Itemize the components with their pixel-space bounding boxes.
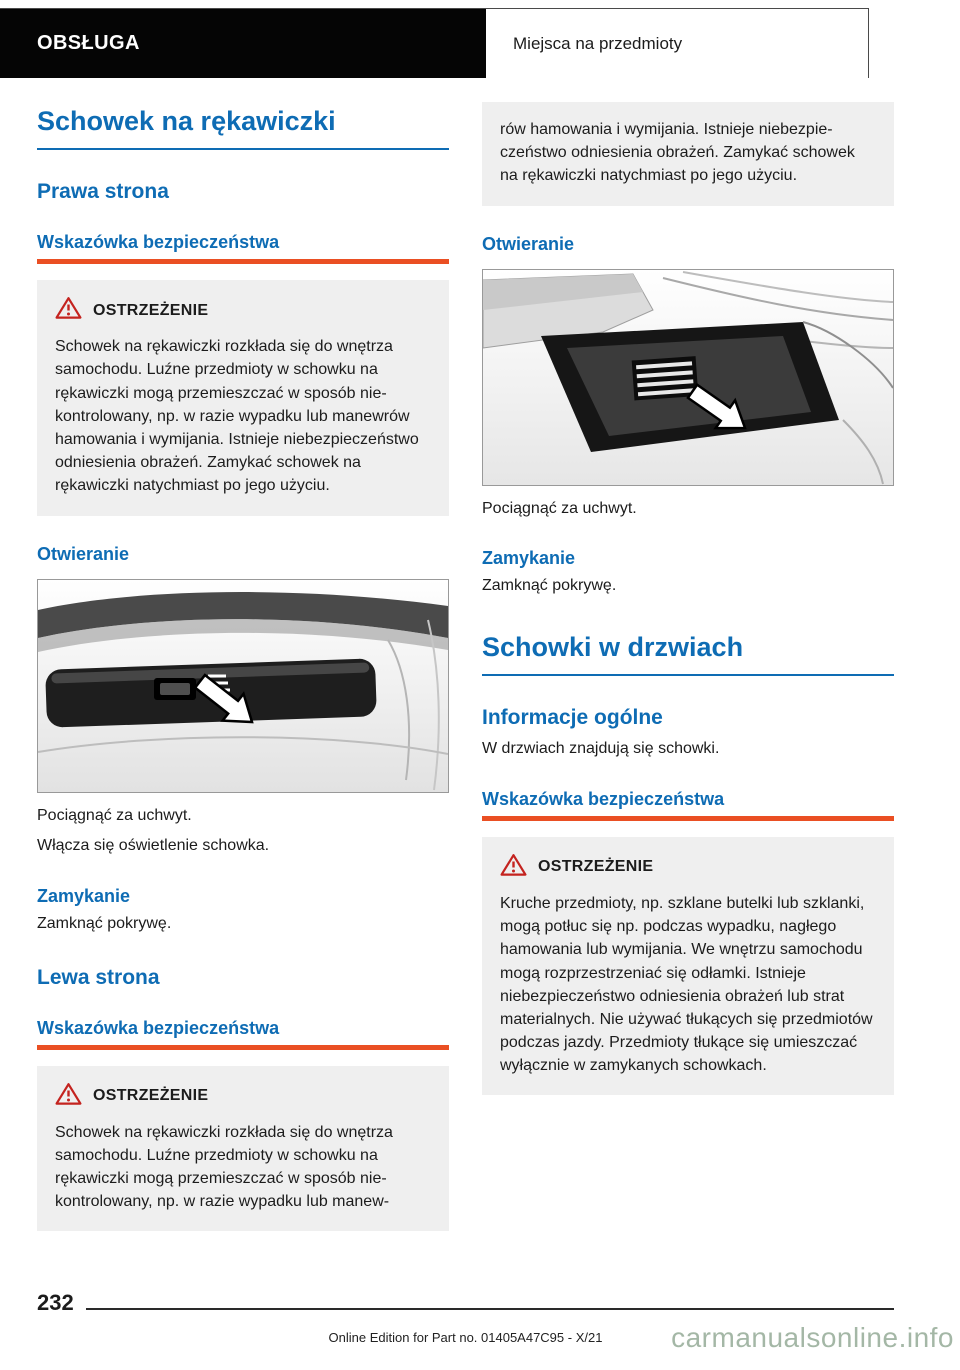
watermark: carmanualsonline.info	[671, 1322, 954, 1353]
heading-left-side: Lewa strona	[37, 965, 160, 989]
chapter-tab	[0, 9, 486, 78]
heading-opening-2: Otwieranie	[482, 233, 575, 254]
warning-title: OSTRZEŻENIE	[538, 858, 654, 876]
section-title: Miejsca na przedmioty	[513, 33, 683, 53]
figure-caption-pull-handle: Pociągnąć za uchwyt.	[37, 806, 192, 824]
closing-text-2: Zamknąć pokrywę.	[482, 577, 617, 595]
safety-rule-3	[482, 816, 894, 821]
warning-header	[500, 853, 876, 882]
page-header	[0, 8, 869, 78]
warning-triangle-icon	[55, 296, 82, 325]
warning-title: OSTRZEŻENIE	[93, 1087, 209, 1105]
heading-safety-note-2: Wskazówka bezpieczeństwa	[37, 1017, 280, 1038]
heading-safety-note-1: Wskazówka bezpieczeństwa	[37, 232, 280, 253]
general-info-text: W drzwiach znajdują się schowki.	[482, 740, 720, 758]
heading-closing-2: Zamykanie	[482, 548, 576, 569]
warning-body-truncated: Schowek na rękawiczki rozkłada się do wnętrza samochodu. Luźne przedmioty w schowku na rękawiczki mogą przemieszczać w sposób niekontrolowany, np. w razie wypadku lub manew-	[55, 1123, 393, 1211]
heading-closing-1: Zamykanie	[37, 885, 131, 906]
warning-header	[55, 296, 431, 325]
right-column	[482, 102, 894, 1239]
warning-triangle-icon	[55, 1082, 82, 1111]
warning-title: OSTRZEŻENIE	[93, 301, 209, 319]
glovebox-open-illustration	[483, 270, 893, 485]
glovebox-lid	[632, 356, 699, 400]
warning-body: Schowek na rękawiczki rozkłada się do wnętrza samochodu. Luźne przedmioty w schowku na rękawiczki mogą przemieszczać w sposób niekontrolowany, np. w razie wypadku lub manewrów hamowania i wymijania. Istnieje niebezpieczeństwo odniesienia obrażeń. Zamykać schowek na rękawiczki natychmiast po jego użyciu.	[55, 338, 419, 495]
warning-body-continuation: rów hamowania i wymijania. Istnieje niebezpieczeństwo odniesienia obrażeń. Zamykać schowek na rękawiczki natychmiast po jego użyciu.	[500, 121, 855, 185]
figure-caption-light: Włącza się oświetlenie schowka.	[37, 837, 270, 855]
warning-triangle-icon	[500, 853, 527, 882]
left-column	[37, 102, 449, 1239]
manual-page	[0, 8, 960, 1353]
warning-box-doors	[482, 837, 894, 1096]
glovebox-figure-front	[37, 579, 449, 793]
safety-rule-1	[37, 259, 449, 264]
heading-right-side: Prawa strona	[37, 180, 169, 204]
footer-rule	[86, 1308, 894, 1310]
figure-caption-pull-handle-2: Pociągnąć za uchwyt.	[482, 499, 637, 517]
safety-rule-2	[37, 1045, 449, 1050]
warning-box-left-side	[37, 1066, 449, 1232]
glovebox-figure-open	[482, 269, 894, 486]
heading-general-info: Informacje ogólne	[482, 706, 663, 730]
page-title-door-storage: Schowki w drzwiach	[482, 632, 894, 676]
warning-box-continuation	[482, 102, 894, 206]
warning-header	[55, 1082, 431, 1111]
heading-opening-1: Otwieranie	[37, 543, 130, 564]
page-footer	[37, 1292, 894, 1314]
page-title-glovebox: Schowek na rękawiczki	[37, 106, 449, 150]
glovebox-front-illustration	[38, 580, 448, 792]
edition-note: Online Edition for Part no. 01405A47C95 - X/21	[328, 1330, 603, 1345]
warning-box-right-side	[37, 280, 449, 515]
chapter-tab-label: OBSŁUGA	[37, 32, 140, 54]
warning-body: Kruche przedmioty, np. szklane butelki lub szklanki, mogą potłuc się np. podczas wypadku, nagłego hamowania lub wymijania. We wnętrzu samochodu mogą rozprzestrzeniać się odłamki. Istnieje niebezpieczeństwo odniesienia obrażeń lub strat materialnych. Nie używać tłukących się przedmiotów podczas jazdy. Przedmioty tłukące się umieszczać wyłącznie w zamykanych schowkach.	[500, 894, 873, 1075]
heading-safety-note-3: Wskazówka bezpieczeństwa	[482, 788, 725, 809]
closing-text-1: Zamknąć pokrywę.	[37, 914, 172, 932]
page-number: 232	[37, 1290, 74, 1315]
content-columns	[37, 102, 894, 1239]
